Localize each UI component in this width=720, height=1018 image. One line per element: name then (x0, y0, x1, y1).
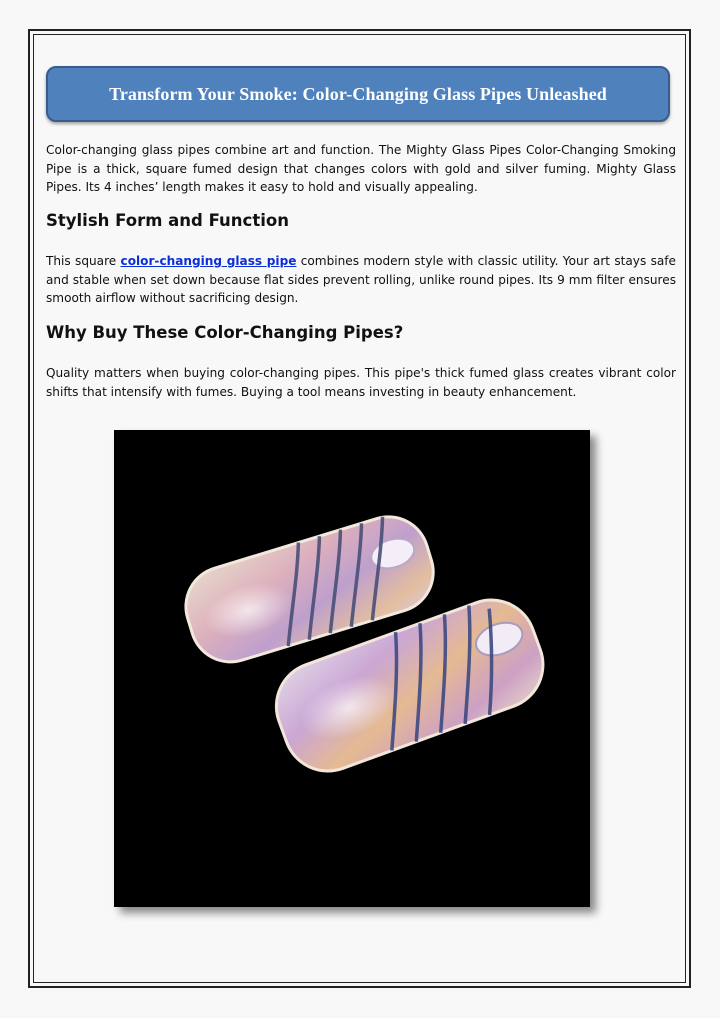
paragraph-text: This square (46, 254, 121, 268)
glass-pipes-illustration (114, 430, 590, 907)
section-paragraph-why-buy: Quality matters when buying color-changing pipes. This pipe's thick fumed glass creates vibrant color shifts that intensify with fumes. Buying a tool means investing in beauty enhancement. (46, 366, 676, 399)
color-changing-glass-pipe-link[interactable]: color-changing glass pipe (120, 254, 297, 268)
title-banner (46, 66, 670, 122)
section-heading-why-buy: Why Buy These Color-Changing Pipes? (46, 323, 404, 342)
section-paragraph-form-function (46, 252, 676, 308)
product-photo (114, 430, 590, 907)
paragraph-text: combines modern style with classic utility. Your art stays safe and stable when set down because flat sides prevent rolling, unlike round pipes. Its 9 mm filter ensures smooth airflow without sacrificing design. (46, 254, 676, 305)
intro-paragraph: Color-changing glass pipes combine art and function. The Mighty Glass Pipes Color-Changing Smoking Pipe is a thick, square fumed design that changes colors with gold and silver fuming. Mighty Glass Pipes. Its 4 inches’ length makes it easy to hold and visually appealing. (46, 143, 676, 194)
section-heading-form-function: Stylish Form and Function (46, 211, 289, 230)
page-title: Transform Your Smoke: Color-Changing Glass Pipes Unleashed (109, 83, 607, 104)
